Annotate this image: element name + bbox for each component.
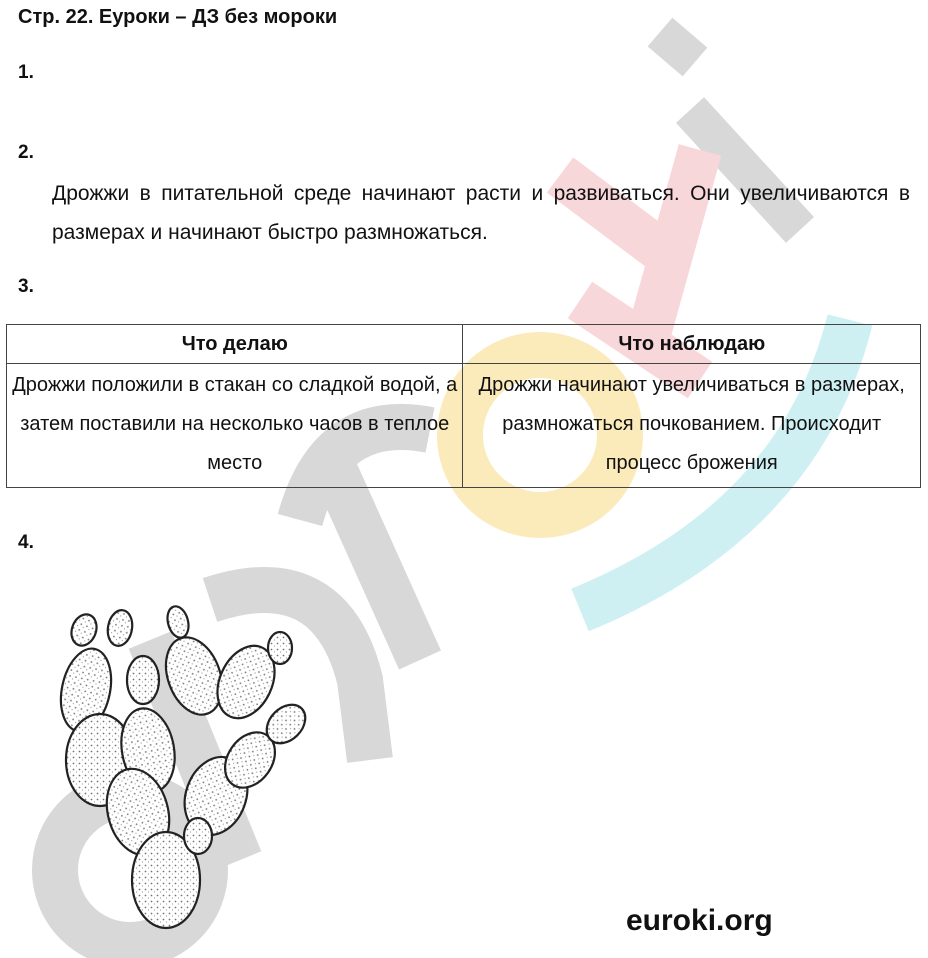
table-row bbox=[7, 364, 921, 488]
footer-site-logo: euroki.org bbox=[626, 904, 773, 937]
task-number-1: 1. bbox=[18, 62, 34, 83]
task-number-2: 2. bbox=[18, 142, 34, 163]
column-header-observation: Что наблюдаю bbox=[463, 325, 921, 364]
table-header-row bbox=[7, 325, 921, 364]
table-cell-observation: Дрожжи начинают увеличиваться в размерах, размножаться почкованием. Происходит процесс брожения bbox=[463, 364, 921, 488]
task-number-3: 3. bbox=[18, 276, 34, 297]
yeast-cells-illustration bbox=[48, 600, 338, 940]
table-cell-action: Дрожжи положили в стакан со сладкой водой, а затем поставили на несколько часов в теплое место bbox=[7, 364, 463, 488]
page-title: Стр. 22. Еуроки – ДЗ без мороки bbox=[18, 6, 338, 28]
task-number-4: 4. bbox=[18, 532, 34, 553]
observation-table bbox=[6, 324, 921, 488]
task-2-answer: Дрожжи в питательной среде начинают расти и развиваться. Они увеличиваются в размерах и начинают быстро размножаться. bbox=[52, 182, 910, 244]
column-header-action: Что делаю bbox=[7, 325, 463, 364]
